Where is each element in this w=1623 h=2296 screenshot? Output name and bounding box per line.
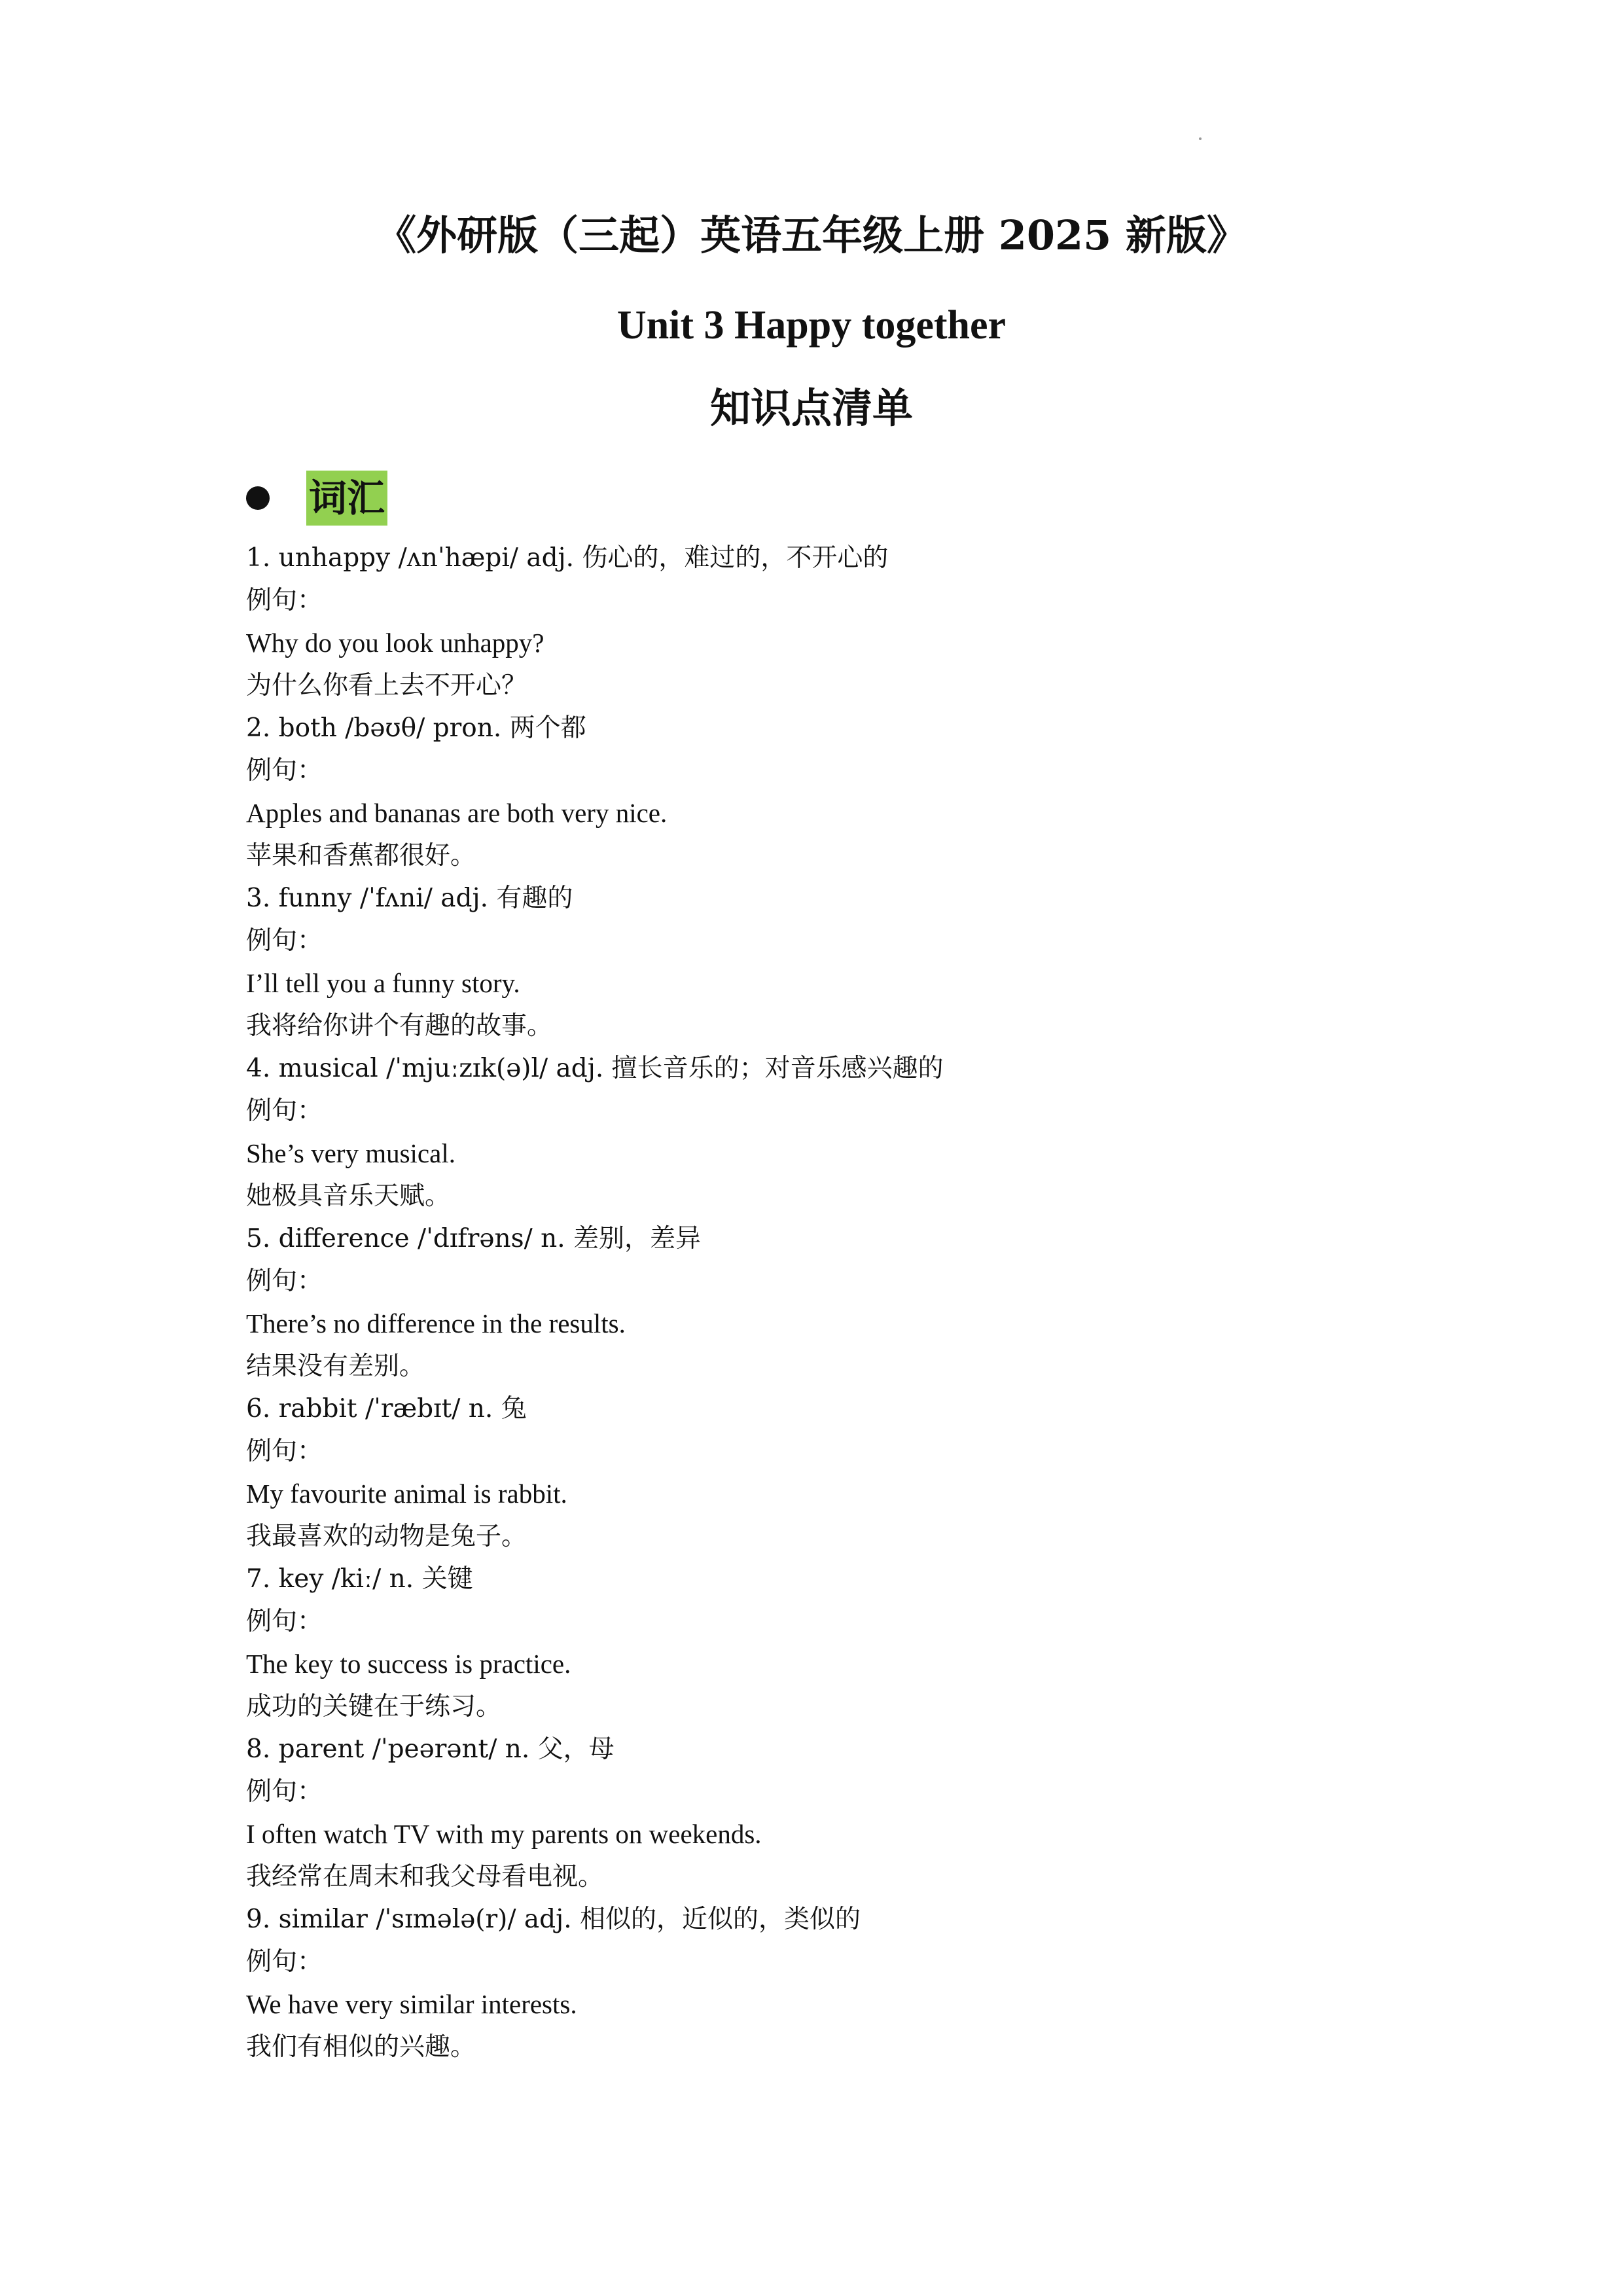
vocab-entry (246, 537, 1489, 707)
vocab-headword: 8. parent /ˈpeərənt/ n. 父，母 (246, 1734, 615, 1764)
example-label: 例句： (246, 586, 323, 615)
example-sentence-zh: 苹果和香蕉都很好。 (246, 841, 476, 870)
example-sentence-zh: 我经常在周末和我父母看电视。 (246, 1862, 604, 1892)
example-sentence-zh: 我将给你讲个有趣的故事。 (246, 1011, 553, 1041)
vocab-headword: 4. musical /ˈmjuːzɪk(ə)l/ adj. 擅长音乐的；对音乐感兴趣的 (246, 1054, 944, 1083)
vocab-entry (246, 1217, 1489, 1388)
example-label: 例句： (246, 926, 323, 956)
example-sentence-zh: 成功的关键在于练习。 (246, 1692, 502, 1721)
section-heading (246, 469, 387, 528)
bullet-icon (246, 486, 270, 510)
example-sentence-zh: 我最喜欢的动物是兔子。 (246, 1522, 527, 1551)
example-label: 例句： (246, 1266, 323, 1296)
example-sentence-en: We have very similar interests. (246, 1989, 577, 2019)
example-label: 例句： (246, 1777, 323, 1806)
vocab-entry (246, 1388, 1489, 1558)
example-sentence-en: She’s very musical. (246, 1138, 455, 1168)
example-label: 例句： (246, 1096, 323, 1126)
example-sentence-en: My favourite animal is rabbit. (246, 1479, 567, 1509)
vocab-headword: 6. rabbit /ˈræbɪt/ n. 兔 (246, 1394, 527, 1424)
example-sentence-zh: 结果没有差别。 (246, 1352, 425, 1381)
vocab-headword: 7. key /kiː/ n. 关键 (246, 1564, 473, 1594)
document-title: 《外研版（三起）英语五年级上册 2025 新版》 (376, 211, 1247, 259)
vocab-headword: 2. both /bəʊθ/ pron. 两个都 (246, 713, 586, 743)
vocab-entry (246, 1047, 1489, 1217)
vocab-entry (246, 877, 1489, 1047)
example-sentence-en: Apples and bananas are both very nice. (246, 798, 668, 828)
example-sentence-en: There’s no difference in the results. (246, 1308, 626, 1338)
example-label: 例句： (246, 1437, 323, 1466)
vocab-headword: 9. similar /ˈsɪmələ(r)/ adj. 相似的，近似的，类似的 (246, 1905, 861, 1934)
vocab-headword: 3. funny /ˈfʌni/ adj. 有趣的 (246, 884, 573, 913)
document-subtitle: 知识点清单 (709, 384, 913, 432)
example-sentence-en: I’ll tell you a funny story. (246, 968, 520, 998)
section-label: 词汇 (306, 471, 387, 526)
vocab-headword: 5. difference /ˈdɪfrəns/ n. 差别，差异 (246, 1224, 702, 1253)
example-sentence-en: The key to success is practice. (246, 1649, 571, 1679)
unit-title: Unit 3 Happy together (616, 303, 1007, 348)
vocab-entry (246, 1728, 1489, 1898)
vocabulary-list (246, 537, 1489, 2068)
vocab-headword: 1. unhappy /ʌnˈhæpi/ adj. 伤心的，难过的，不开心的 (246, 543, 889, 573)
example-label: 例句： (246, 1607, 323, 1636)
example-label: 例句： (246, 1947, 323, 1977)
example-sentence-en: Why do you look unhappy? (246, 628, 544, 658)
example-label: 例句： (246, 756, 323, 785)
example-sentence-zh: 我们有相似的兴趣。 (246, 2032, 476, 2062)
example-sentence-zh: 她极具音乐天赋。 (246, 1181, 451, 1211)
example-sentence-zh: 为什么你看上去不开心？ (246, 671, 527, 700)
vocab-entry (246, 1898, 1489, 2068)
example-sentence-en: I often watch TV with my parents on weekends. (246, 1819, 762, 1849)
vocab-entry (246, 1558, 1489, 1728)
vocab-entry (246, 707, 1489, 877)
scan-speck (1199, 137, 1202, 140)
